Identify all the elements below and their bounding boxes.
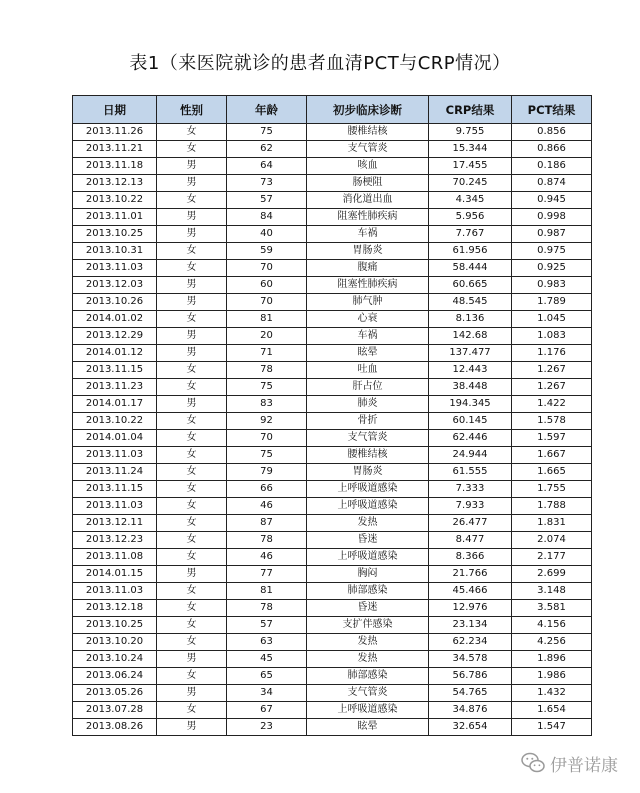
date-cell: 2013.11.03: [73, 583, 157, 600]
table-row: [73, 583, 592, 600]
pct-cell: 0.945: [512, 192, 592, 209]
sex-cell: 女: [157, 481, 227, 498]
column-header-crp: CRP结果: [429, 96, 512, 124]
crp-cell: 62.234: [429, 634, 512, 651]
date-cell: 2014.01.17: [73, 396, 157, 413]
table-row: [73, 362, 592, 379]
crp-cell: 62.446: [429, 430, 512, 447]
crp-cell: 45.466: [429, 583, 512, 600]
crp-cell: 142.68: [429, 328, 512, 345]
date-cell: 2013.08.26: [73, 719, 157, 736]
diagnosis-cell: 腰椎结核: [307, 447, 429, 464]
date-cell: 2014.01.15: [73, 566, 157, 583]
crp-cell: 34.578: [429, 651, 512, 668]
age-cell: 87: [227, 515, 307, 532]
table-row: [73, 413, 592, 430]
sex-cell: 女: [157, 430, 227, 447]
crp-cell: 8.366: [429, 549, 512, 566]
table-row: [73, 481, 592, 498]
table-row: [73, 447, 592, 464]
column-header-diagnosis: 初步临床诊断: [307, 96, 429, 124]
crp-cell: 56.786: [429, 668, 512, 685]
table-row: [73, 209, 592, 226]
date-cell: 2013.10.22: [73, 413, 157, 430]
pct-cell: 1.432: [512, 685, 592, 702]
age-cell: 70: [227, 260, 307, 277]
diagnosis-cell: 胃肠炎: [307, 464, 429, 481]
age-cell: 66: [227, 481, 307, 498]
date-cell: 2013.11.21: [73, 141, 157, 158]
diagnosis-cell: 上呼吸道感染: [307, 549, 429, 566]
diagnosis-cell: 昏迷: [307, 600, 429, 617]
date-cell: 2013.11.08: [73, 549, 157, 566]
table-row: [73, 192, 592, 209]
pct-cell: 0.866: [512, 141, 592, 158]
table-row: [73, 566, 592, 583]
sex-cell: 男: [157, 277, 227, 294]
column-header-age: 年龄: [227, 96, 307, 124]
watermark-text: 伊普诺康: [550, 755, 618, 776]
pct-cell: 2.074: [512, 532, 592, 549]
table-row: [73, 294, 592, 311]
sex-cell: 女: [157, 362, 227, 379]
table-row: [73, 498, 592, 515]
pct-cell: 0.856: [512, 124, 592, 141]
date-cell: 2013.11.03: [73, 260, 157, 277]
date-cell: 2013.11.18: [73, 158, 157, 175]
date-cell: 2014.01.12: [73, 345, 157, 362]
sex-cell: 女: [157, 141, 227, 158]
table-row: [73, 600, 592, 617]
table-row: [73, 702, 592, 719]
age-cell: 81: [227, 583, 307, 600]
diagnosis-cell: 胃肠炎: [307, 243, 429, 260]
pct-cell: 0.998: [512, 209, 592, 226]
age-cell: 75: [227, 124, 307, 141]
sex-cell: 女: [157, 549, 227, 566]
crp-cell: 17.455: [429, 158, 512, 175]
crp-cell: 21.766: [429, 566, 512, 583]
age-cell: 71: [227, 345, 307, 362]
sex-cell: 女: [157, 498, 227, 515]
date-cell: 2013.10.31: [73, 243, 157, 260]
crp-cell: 15.344: [429, 141, 512, 158]
pct-cell: 0.987: [512, 226, 592, 243]
diagnosis-cell: 阻塞性肺疾病: [307, 277, 429, 294]
pct-cell: 1.986: [512, 668, 592, 685]
watermark: [521, 749, 618, 777]
sex-cell: 男: [157, 209, 227, 226]
diagnosis-cell: 上呼吸道感染: [307, 702, 429, 719]
pct-cell: 1.422: [512, 396, 592, 413]
crp-cell: 70.245: [429, 175, 512, 192]
age-cell: 75: [227, 447, 307, 464]
sex-cell: 男: [157, 685, 227, 702]
table-row: [73, 141, 592, 158]
diagnosis-cell: 发热: [307, 515, 429, 532]
table-row: [73, 532, 592, 549]
crp-cell: 7.333: [429, 481, 512, 498]
diagnosis-cell: 发热: [307, 634, 429, 651]
pct-cell: 1.788: [512, 498, 592, 515]
age-cell: 57: [227, 192, 307, 209]
diagnosis-cell: 胸闷: [307, 566, 429, 583]
sex-cell: 男: [157, 175, 227, 192]
date-cell: 2013.12.29: [73, 328, 157, 345]
patient-table: [72, 95, 592, 736]
wechat-icon: [521, 752, 545, 774]
date-cell: 2013.11.01: [73, 209, 157, 226]
sex-cell: 男: [157, 226, 227, 243]
age-cell: 46: [227, 498, 307, 515]
sex-cell: 女: [157, 311, 227, 328]
age-cell: 77: [227, 566, 307, 583]
pct-cell: 1.267: [512, 379, 592, 396]
sex-cell: 男: [157, 294, 227, 311]
age-cell: 64: [227, 158, 307, 175]
crp-cell: 7.767: [429, 226, 512, 243]
table-row: [73, 634, 592, 651]
table-row: [73, 175, 592, 192]
age-cell: 79: [227, 464, 307, 481]
pct-cell: 0.874: [512, 175, 592, 192]
crp-cell: 38.448: [429, 379, 512, 396]
diagnosis-cell: 发热: [307, 651, 429, 668]
table-row: [73, 719, 592, 736]
pct-cell: 2.699: [512, 566, 592, 583]
age-cell: 23: [227, 719, 307, 736]
diagnosis-cell: 昏迷: [307, 532, 429, 549]
date-cell: 2013.11.03: [73, 447, 157, 464]
crp-cell: 5.956: [429, 209, 512, 226]
diagnosis-cell: 支扩伴感染: [307, 617, 429, 634]
age-cell: 84: [227, 209, 307, 226]
crp-cell: 54.765: [429, 685, 512, 702]
diagnosis-cell: 腹痛: [307, 260, 429, 277]
table-row: [73, 260, 592, 277]
crp-cell: 23.134: [429, 617, 512, 634]
crp-cell: 12.443: [429, 362, 512, 379]
pct-cell: 3.581: [512, 600, 592, 617]
pct-cell: 1.578: [512, 413, 592, 430]
table-row: [73, 396, 592, 413]
column-header-date: 日期: [73, 96, 157, 124]
diagnosis-cell: 吐血: [307, 362, 429, 379]
pct-cell: 3.148: [512, 583, 592, 600]
date-cell: 2013.11.23: [73, 379, 157, 396]
crp-cell: 58.444: [429, 260, 512, 277]
diagnosis-cell: 支气管炎: [307, 685, 429, 702]
age-cell: 45: [227, 651, 307, 668]
crp-cell: 60.145: [429, 413, 512, 430]
crp-cell: 194.345: [429, 396, 512, 413]
age-cell: 63: [227, 634, 307, 651]
crp-cell: 137.477: [429, 345, 512, 362]
pct-cell: 2.177: [512, 549, 592, 566]
diagnosis-cell: 肺部感染: [307, 668, 429, 685]
table-row: [73, 685, 592, 702]
pct-cell: 0.975: [512, 243, 592, 260]
date-cell: 2013.11.24: [73, 464, 157, 481]
age-cell: 81: [227, 311, 307, 328]
crp-cell: 61.956: [429, 243, 512, 260]
pct-cell: 1.667: [512, 447, 592, 464]
sex-cell: 女: [157, 243, 227, 260]
crp-cell: 48.545: [429, 294, 512, 311]
column-header-sex: 性别: [157, 96, 227, 124]
sex-cell: 女: [157, 634, 227, 651]
table-row: [73, 379, 592, 396]
sex-cell: 女: [157, 447, 227, 464]
table-header-row: [73, 96, 592, 124]
sex-cell: 男: [157, 345, 227, 362]
age-cell: 65: [227, 668, 307, 685]
crp-cell: 4.345: [429, 192, 512, 209]
crp-cell: 60.665: [429, 277, 512, 294]
table-row: [73, 464, 592, 481]
age-cell: 70: [227, 430, 307, 447]
table-row: [73, 226, 592, 243]
diagnosis-cell: 腰椎结核: [307, 124, 429, 141]
table-row: [73, 515, 592, 532]
date-cell: 2013.11.15: [73, 481, 157, 498]
table-row: [73, 243, 592, 260]
date-cell: 2013.10.25: [73, 226, 157, 243]
sex-cell: 女: [157, 464, 227, 481]
age-cell: 40: [227, 226, 307, 243]
diagnosis-cell: 车祸: [307, 226, 429, 243]
pct-cell: 1.654: [512, 702, 592, 719]
sex-cell: 女: [157, 583, 227, 600]
age-cell: 57: [227, 617, 307, 634]
table-row: [73, 549, 592, 566]
sex-cell: 女: [157, 617, 227, 634]
crp-cell: 32.654: [429, 719, 512, 736]
diagnosis-cell: 肺气肿: [307, 294, 429, 311]
sex-cell: 女: [157, 260, 227, 277]
date-cell: 2013.10.22: [73, 192, 157, 209]
table-row: [73, 430, 592, 447]
date-cell: 2014.01.04: [73, 430, 157, 447]
pct-cell: 1.083: [512, 328, 592, 345]
date-cell: 2013.11.15: [73, 362, 157, 379]
crp-cell: 34.876: [429, 702, 512, 719]
pct-cell: 0.983: [512, 277, 592, 294]
date-cell: 2013.12.13: [73, 175, 157, 192]
crp-cell: 8.136: [429, 311, 512, 328]
sex-cell: 男: [157, 396, 227, 413]
pct-cell: 1.896: [512, 651, 592, 668]
sex-cell: 男: [157, 566, 227, 583]
pct-cell: 1.665: [512, 464, 592, 481]
diagnosis-cell: 骨折: [307, 413, 429, 430]
table-row: [73, 277, 592, 294]
date-cell: 2013.12.18: [73, 600, 157, 617]
age-cell: 83: [227, 396, 307, 413]
date-cell: 2013.12.23: [73, 532, 157, 549]
age-cell: 75: [227, 379, 307, 396]
age-cell: 67: [227, 702, 307, 719]
age-cell: 92: [227, 413, 307, 430]
sex-cell: 女: [157, 413, 227, 430]
diagnosis-cell: 消化道出血: [307, 192, 429, 209]
table-row: [73, 158, 592, 175]
sex-cell: 女: [157, 192, 227, 209]
diagnosis-cell: 眩晕: [307, 719, 429, 736]
sex-cell: 女: [157, 702, 227, 719]
sex-cell: 男: [157, 651, 227, 668]
sex-cell: 男: [157, 719, 227, 736]
age-cell: 34: [227, 685, 307, 702]
crp-cell: 9.755: [429, 124, 512, 141]
diagnosis-cell: 咳血: [307, 158, 429, 175]
pct-cell: 1.831: [512, 515, 592, 532]
pct-cell: 1.045: [512, 311, 592, 328]
sex-cell: 男: [157, 328, 227, 345]
date-cell: 2013.07.28: [73, 702, 157, 719]
pct-cell: 1.597: [512, 430, 592, 447]
sex-cell: 女: [157, 668, 227, 685]
sex-cell: 男: [157, 158, 227, 175]
crp-cell: 12.976: [429, 600, 512, 617]
age-cell: 78: [227, 600, 307, 617]
table-row: [73, 328, 592, 345]
age-cell: 60: [227, 277, 307, 294]
diagnosis-cell: 支气管炎: [307, 430, 429, 447]
table-row: [73, 668, 592, 685]
age-cell: 62: [227, 141, 307, 158]
diagnosis-cell: 肝占位: [307, 379, 429, 396]
age-cell: 70: [227, 294, 307, 311]
table-row: [73, 124, 592, 141]
pct-cell: 1.267: [512, 362, 592, 379]
pct-cell: 1.547: [512, 719, 592, 736]
age-cell: 20: [227, 328, 307, 345]
pct-cell: 1.789: [512, 294, 592, 311]
table-row: [73, 651, 592, 668]
sex-cell: 女: [157, 600, 227, 617]
crp-cell: 24.944: [429, 447, 512, 464]
table-row: [73, 311, 592, 328]
age-cell: 73: [227, 175, 307, 192]
sex-cell: 女: [157, 532, 227, 549]
date-cell: 2013.10.24: [73, 651, 157, 668]
date-cell: 2014.01.02: [73, 311, 157, 328]
pct-cell: 0.925: [512, 260, 592, 277]
date-cell: 2013.10.26: [73, 294, 157, 311]
date-cell: 2013.06.24: [73, 668, 157, 685]
diagnosis-cell: 上呼吸道感染: [307, 481, 429, 498]
age-cell: 78: [227, 532, 307, 549]
pct-cell: 1.755: [512, 481, 592, 498]
sex-cell: 女: [157, 379, 227, 396]
pct-cell: 1.176: [512, 345, 592, 362]
pct-cell: 4.156: [512, 617, 592, 634]
diagnosis-cell: 眩晕: [307, 345, 429, 362]
crp-cell: 7.933: [429, 498, 512, 515]
diagnosis-cell: 阻塞性肺疾病: [307, 209, 429, 226]
diagnosis-cell: 肺部感染: [307, 583, 429, 600]
date-cell: 2013.10.20: [73, 634, 157, 651]
pct-cell: 0.186: [512, 158, 592, 175]
age-cell: 46: [227, 549, 307, 566]
diagnosis-cell: 肠梗阻: [307, 175, 429, 192]
table-row: [73, 617, 592, 634]
crp-cell: 8.477: [429, 532, 512, 549]
diagnosis-cell: 肺炎: [307, 396, 429, 413]
date-cell: 2013.05.26: [73, 685, 157, 702]
diagnosis-cell: 心衰: [307, 311, 429, 328]
date-cell: 2013.12.11: [73, 515, 157, 532]
sex-cell: 女: [157, 124, 227, 141]
crp-cell: 61.555: [429, 464, 512, 481]
page-title: 表1（来医院就诊的患者血清PCT与CRP情况）: [129, 53, 511, 74]
diagnosis-cell: 车祸: [307, 328, 429, 345]
date-cell: 2013.11.03: [73, 498, 157, 515]
column-header-pct: PCT结果: [512, 96, 592, 124]
age-cell: 59: [227, 243, 307, 260]
sex-cell: 女: [157, 515, 227, 532]
diagnosis-cell: 上呼吸道感染: [307, 498, 429, 515]
table-body: [73, 124, 592, 736]
age-cell: 78: [227, 362, 307, 379]
date-cell: 2013.10.25: [73, 617, 157, 634]
table-row: [73, 345, 592, 362]
date-cell: 2013.12.03: [73, 277, 157, 294]
diagnosis-cell: 支气管炎: [307, 141, 429, 158]
pct-cell: 4.256: [512, 634, 592, 651]
crp-cell: 26.477: [429, 515, 512, 532]
date-cell: 2013.11.26: [73, 124, 157, 141]
